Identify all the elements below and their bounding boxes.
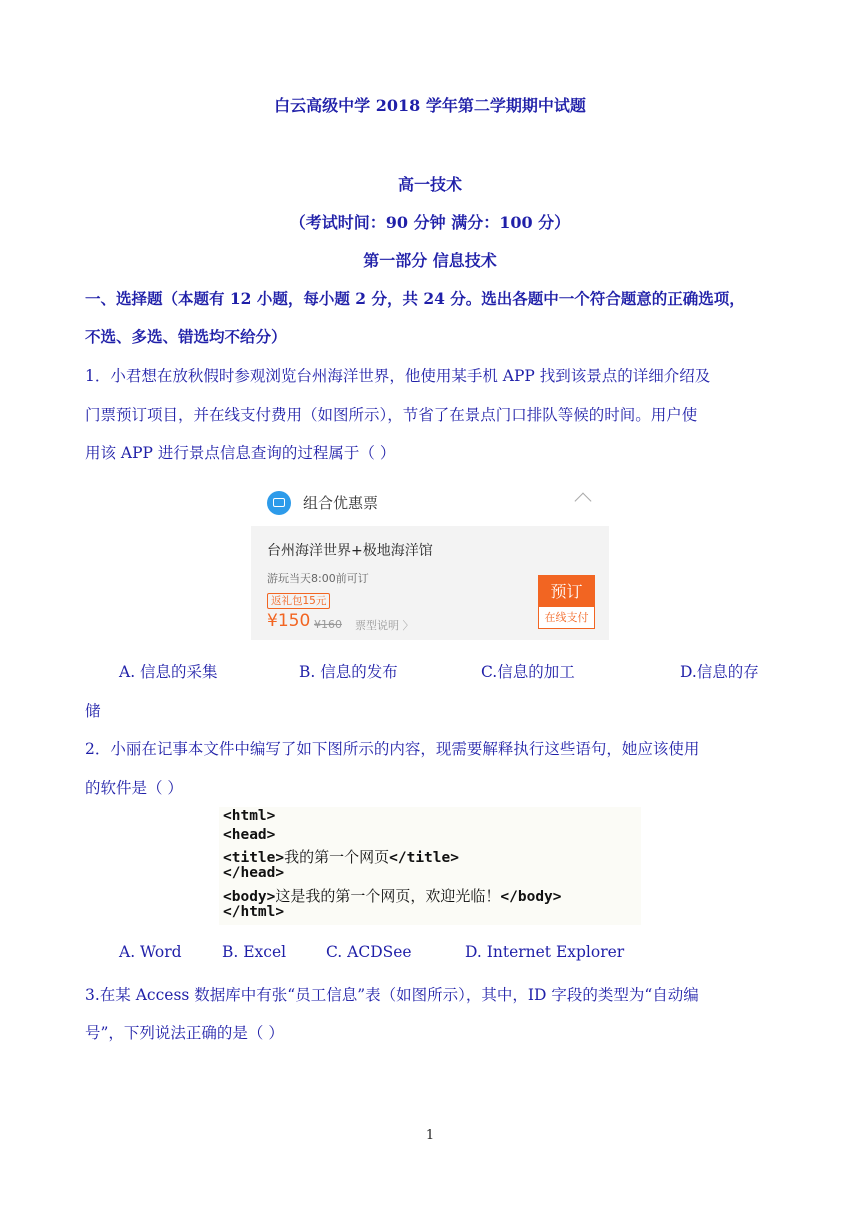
q1-option-d: D.信息的存 (680, 663, 759, 681)
q2-option-b: B. Excel (222, 943, 287, 961)
code-line-5 (223, 885, 562, 906)
ticket-badge: 返礼包15元 (267, 593, 330, 609)
q3-text-line1: 3.在某 Access 数据库中有张“员工信息”表（如图所示），其中，ID 字段的类型为“自动编 (85, 986, 699, 1004)
pay-online-label: 在线支付 (544, 611, 589, 624)
ticket-header-title: 组合优惠票 (303, 494, 379, 512)
page-number: 1 (425, 1128, 435, 1143)
code-title-close: </title> (389, 850, 459, 866)
q1-option-b: B. 信息的发布 (299, 663, 398, 681)
code-body-text: 这是我的第一个网页，欢迎光临！ (275, 887, 501, 905)
ticket-header (251, 479, 609, 526)
q1-text-line2: 门票预订项目，并在线支付费用（如图所示），节省了在景点门口排队等候的时间。用户使 (85, 406, 698, 424)
q1-text-line1: 1．小君想在放秋假时参观浏览台州海洋世界，他使用某手机 APP 找到该景点的详细介绍及 (85, 367, 711, 385)
q2-option-a: A. Word (119, 943, 182, 961)
q1-text-line3: 用该 APP 进行景点信息查询的过程属于（ ） (85, 444, 396, 462)
code-title-open: <title> (223, 850, 285, 866)
q2-option-d: D. Internet Explorer (465, 943, 625, 961)
ticket-icon (267, 491, 291, 515)
code-body-open: <body> (223, 889, 276, 905)
exam-title: 白云高级中学 2018 学年第二学期期中试题 (274, 96, 586, 115)
q3-text-line2: 号”，下列说法正确的是（ ） (85, 1024, 284, 1042)
section-heading-line1: 一、选择题（本题有 12 小题，每小题 2 分，共 24 分。选出各题中一个符合题意的正确选项， (85, 289, 745, 308)
book-button (538, 575, 595, 629)
code-title-text: 我的第一个网页 (284, 848, 390, 866)
book-button-label: 预订 (539, 576, 594, 607)
q1-option-d-continued: 储 (85, 702, 101, 720)
ticket-name: 台州海洋世界+极地海洋馆 (267, 543, 433, 559)
chevron-up-icon (575, 493, 592, 510)
ticket-price: ¥150 (267, 611, 311, 631)
q2-text-line1: 2．小丽在记事本文件中编写了如下图所示的内容，现需要解释执行这些语句，她应该使用 (85, 740, 700, 758)
ticket-screenshot (251, 479, 609, 640)
ticket-note: 游玩当天8:00前可订 (267, 572, 369, 585)
part-title: 第一部分 信息技术 (363, 251, 497, 270)
ticket-body (251, 526, 609, 640)
code-line-6: </html> (223, 904, 285, 920)
ticket-old-price: ¥160 (314, 618, 342, 631)
code-screenshot (219, 807, 641, 925)
q1-option-a: A. 信息的采集 (119, 663, 218, 681)
q2-text-line2: 的软件是（ ） (85, 779, 183, 797)
subject-title: 高一技术 (397, 175, 462, 194)
section-heading-line2: 不选、多选、错选均不给分） (85, 327, 287, 346)
q2-option-c: C. ACDSee (326, 943, 412, 961)
code-line-1: <html> (223, 808, 276, 824)
ticket-rule-link: 票型说明 〉 (355, 619, 414, 632)
code-line-2: <head> (223, 827, 276, 843)
code-line-3 (223, 846, 459, 867)
code-body-close: </body> (500, 889, 562, 905)
exam-info: （考试时间：90 分钟 满分：100 分） (289, 213, 571, 232)
q1-option-c: C.信息的加工 (481, 663, 575, 681)
code-line-4: </head> (223, 865, 285, 881)
